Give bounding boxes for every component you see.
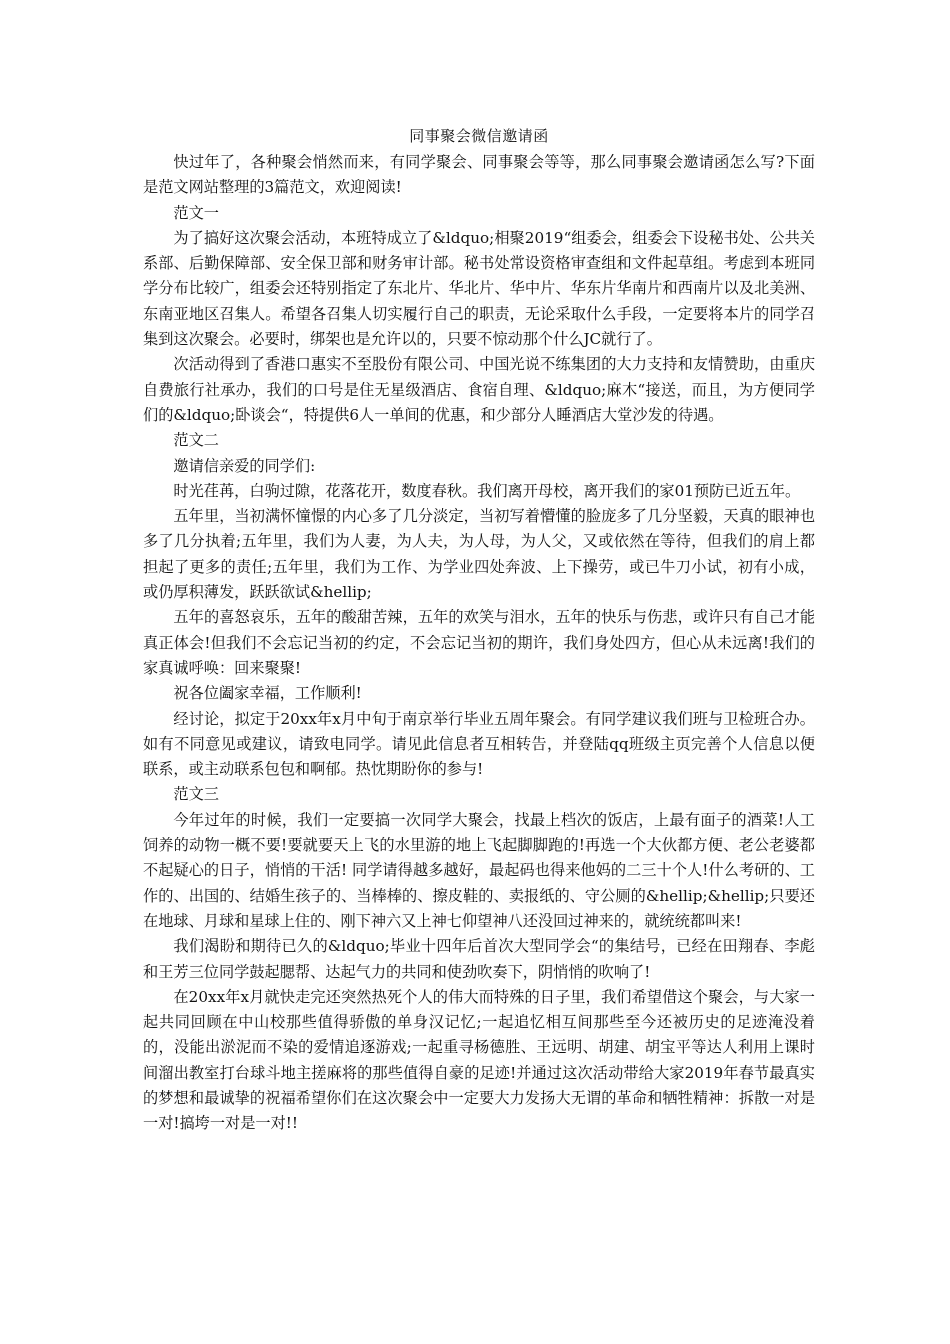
body-paragraph: 次活动得到了香港口惠实不至股份有限公司、中国光说不练集团的大力支持和友情赞助，由重庆自费旅行社承办，我们的口号是住无星级酒店、食宿自理、&ldquo;麻木“接送，而且，为方便同学们的&ldquo;卧谈会“，特提供6人一单间的优惠，和少部分人睡酒店大堂沙发的待遇。: [143, 355, 815, 424]
body-paragraph: 在20xx年x月就快走完还突然热死个人的伟大而特殊的日子里，我们希望借这个聚会，与大家一起共同回顾在中山校那些值得骄傲的单身汉记忆;一起追忆相互间那些至今还被历史的足迹淹没着的，没能出淤泥而不染的爱情追逐游戏;一起重寻杨德胜、王远明、胡建、胡宝平等达人利用上课时间溜出教室打台球斗地主搓麻将的那些值得自豪的足迹!并通过这次活动带给大家2019年春节最真实的梦想和最诚挚的祝福希望你们在这次聚会中一定要大力发扬大无谓的革命和牺牲精神：拆散一对是一对!搞垮一对是一对!!: [143, 987, 815, 1133]
section-heading-sample-3: 范文三: [173, 785, 219, 804]
letter-wishes: 祝各位阖家幸福，工作顺利!: [173, 684, 362, 703]
body-paragraph: 五年的喜怒哀乐，五年的酸甜苦辣，五年的欢笑与泪水，五年的快乐与伤悲，或许只有自己才能真正体会!但我们不会忘记当初的约定，不会忘记当初的期许，我们身处四方，但心从未远离!我们的家真诚呼唤：回来聚聚!: [143, 608, 815, 677]
document-title: 同事聚会微信邀请函: [409, 127, 549, 145]
body-paragraph: 今年过年的时候，我们一定要搞一次同学大聚会，找最上档次的饭店，上最有面子的酒菜!人工饲养的动物一概不要!要就要天上飞的水里游的地上飞起脚脚跑的!再选一个大伙都方便、老公老婆都不起疑心的日子，悄悄的干活! 同学请得越多越好，最起码也得来他妈的二三十个人!什么考研的、工作的、出国的、结婚生孩子的、当棒棒的、擦皮鞋的、卖报纸的、守公厕的&hellip;&hellip;只要还在地球、月球和星球上住的、刚下神六又上神七仰望神八还没回过神来的，就统统都叫来!: [143, 810, 815, 930]
document-page: [143, 124, 815, 1137]
intro-paragraph: 快过年了，各种聚会悄然而来，有同学聚会、同事聚会等等，那么同事聚会邀请函怎么写?下面是范文网站整理的3篇范文，欢迎阅读!: [143, 153, 815, 197]
section-heading-sample-1: 范文一: [173, 203, 219, 222]
body-paragraph: 时光荏苒，白驹过隙，花落花开，数度春秋。我们离开母校，离开我们的家01预防已近五年。: [173, 481, 801, 500]
body-paragraph: 我们渴盼和期待已久的&ldquo;毕业十四年后首次大型同学会“的集结号，已经在田翔春、李彪和王芳三位同学鼓起腮帮、达起气力的共同和使劲吹奏下，阴悄悄的吹响了!: [143, 937, 815, 981]
body-paragraph: 为了搞好这次聚会活动，本班特成立了&ldquo;相聚2019“组委会，组委会下设秘书处、公共关系部、后勤保障部、安全保卫部和财务审计部。秘书处常设资格审查组和文件起草组。考虑到本班同学分布比较广，组委会还特别指定了东北片、华北片、华中片、华东片华南片和西南片以及北美洲、东南亚地区召集人。希望各召集人切实履行自己的职责，无论采取什么手段，一定要将本片的同学召集到这次聚会。必要时，绑架也是允许以的，只要不惊动那个什么JC就行了。: [143, 228, 815, 349]
section-heading-sample-2: 范文二: [173, 431, 219, 450]
body-paragraph: 五年里，当初满怀憧憬的内心多了几分淡定，当初写着懵懂的脸庞多了几分坚毅，天真的眼神也多了几分执着;五年里，我们为人妻，为人夫，为人母，为人父，又或依然在等待，但我们的肩上都担起了更多的责任;五年里，我们为工作、为学业四处奔波、上下操劳，或已牛刀小试，初有小成，或仍厚积薄发，跃跃欲试&hellip;: [143, 507, 815, 602]
body-paragraph: 经讨论，拟定于20xx年x月中旬于南京举行毕业五周年聚会。有同学建议我们班与卫检班合办。如有不同意见或建议，请致电同学。请见此信息者互相转告，并登陆qq班级主页完善个人信息以便联系，或主动联系包包和啊郁。热忱期盼你的参与!: [143, 709, 815, 779]
letter-salutation: 邀请信亲爱的同学们:: [173, 456, 316, 475]
